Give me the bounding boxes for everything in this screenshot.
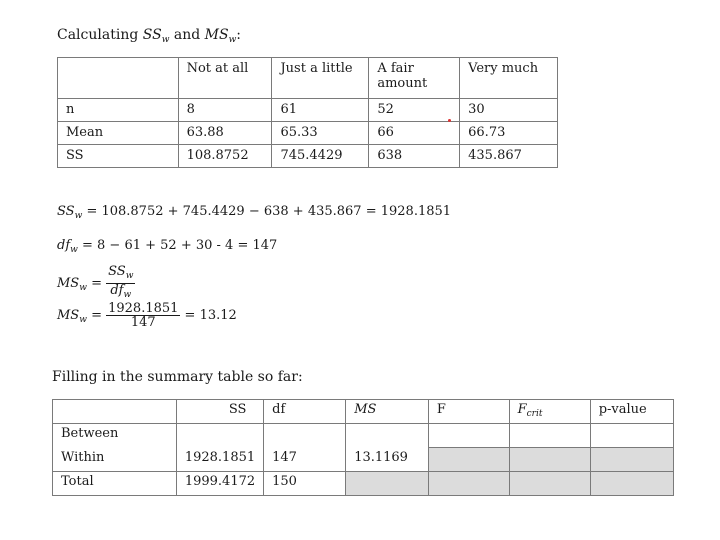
table-row	[53, 472, 674, 496]
math-sub: w	[123, 290, 132, 300]
math-ss: SS	[142, 27, 162, 43]
table-cell: 13.1169	[346, 448, 429, 472]
table-cell	[509, 448, 590, 472]
table-row	[58, 122, 558, 145]
table-cell: 745.4429	[272, 145, 369, 168]
row-label: Between	[53, 424, 177, 448]
table-row	[58, 145, 558, 168]
row-label: SS	[58, 145, 179, 168]
equation-ms-within-formula	[57, 265, 135, 302]
table-header-row	[53, 400, 674, 424]
section-heading-2: Filling in the summary table so far:	[52, 369, 303, 385]
table-cell: 150	[264, 472, 346, 496]
table-cell	[590, 472, 673, 496]
math-ms: MS	[57, 276, 80, 291]
header-cell: Not at all	[178, 58, 272, 99]
header-cell: df	[264, 400, 346, 424]
heading-text: Calculating	[57, 27, 143, 43]
equation-rhs: = 8 − 61 + 52 + 30 - 4 = 147	[77, 238, 278, 253]
math-ss: SS	[108, 264, 126, 279]
equation-rhs: = 13.12	[180, 308, 237, 323]
table-cell	[428, 472, 509, 496]
math-f: F	[517, 402, 527, 417]
table-cell: 1928.1851	[176, 448, 263, 472]
table-cell: 66	[369, 122, 460, 145]
anova-summary-table	[52, 399, 674, 496]
math-sub: w	[125, 271, 134, 281]
math-sub: w	[74, 211, 83, 221]
table-cell	[509, 424, 590, 448]
table-cell: 52	[369, 99, 460, 122]
table-row	[53, 448, 674, 472]
table-cell: 638	[369, 145, 460, 168]
table-cell	[264, 424, 346, 448]
table-cell	[346, 472, 429, 496]
math-df: df	[110, 283, 124, 298]
row-label: Within	[53, 448, 177, 472]
table-row	[53, 424, 674, 448]
header-cell: Very much	[460, 58, 558, 99]
header-cell	[58, 58, 179, 99]
table-cell: 108.8752	[178, 145, 272, 168]
table-cell	[590, 424, 673, 448]
group-stats-table	[57, 57, 558, 168]
math-ms: MS	[57, 308, 80, 323]
header-cell: A fair amount	[369, 58, 460, 99]
math-ss: SS	[57, 204, 75, 219]
table-header-row	[58, 58, 558, 99]
table-cell: 66.73	[460, 122, 558, 145]
fraction-denominator: 147	[130, 315, 156, 330]
math-sub: w	[79, 315, 87, 325]
section-heading-1	[57, 27, 241, 45]
header-cell: Just a little	[272, 58, 369, 99]
header-cell-fcrit	[509, 400, 590, 424]
equals-sign: =	[86, 276, 107, 291]
header-cell	[53, 400, 177, 424]
math-sub: crit	[526, 409, 543, 419]
math-sub: w	[228, 35, 237, 45]
math-df: df	[57, 238, 71, 253]
math-sub: w	[70, 245, 78, 255]
fraction-numerator: 1928.1851	[108, 301, 179, 316]
equation-ms-within-value	[57, 302, 237, 329]
table-cell	[176, 424, 263, 448]
table-cell: 63.88	[178, 122, 272, 145]
equation-df-within	[57, 238, 277, 255]
table-cell: 8	[178, 99, 272, 122]
table-cell: 435.867	[460, 145, 558, 168]
table-row	[58, 99, 558, 122]
heading-text: :	[236, 27, 242, 43]
equals-sign: =	[86, 308, 107, 323]
table-cell	[428, 424, 509, 448]
header-cell: F	[428, 400, 509, 424]
cursor-marker	[448, 119, 451, 122]
header-cell: SS	[176, 400, 263, 424]
row-label: n	[58, 99, 179, 122]
table-cell: 65.33	[272, 122, 369, 145]
row-label: Total	[53, 472, 177, 496]
fraction-numerator	[106, 265, 135, 284]
table-cell: 61	[272, 99, 369, 122]
equation-rhs: = 108.8752 + 745.4429 − 638 + 435.867 = 1928.1851	[82, 204, 452, 219]
table-cell: 30	[460, 99, 558, 122]
fraction-denominator	[106, 284, 135, 302]
table-cell: 147	[264, 448, 346, 472]
table-cell	[509, 472, 590, 496]
fraction	[106, 302, 180, 329]
math-ms: MS	[204, 27, 229, 43]
table-cell	[590, 448, 673, 472]
header-cell: p-value	[590, 400, 673, 424]
table-cell: 1999.4172	[176, 472, 263, 496]
heading-text: and	[169, 27, 205, 43]
math-sub: w	[79, 283, 87, 293]
table-cell	[346, 424, 429, 448]
table-cell	[428, 448, 509, 472]
math-sub: w	[161, 35, 170, 45]
fraction	[106, 265, 135, 302]
row-label: Mean	[58, 122, 179, 145]
equation-ss-within	[57, 204, 451, 221]
header-cell: MS	[346, 400, 429, 424]
